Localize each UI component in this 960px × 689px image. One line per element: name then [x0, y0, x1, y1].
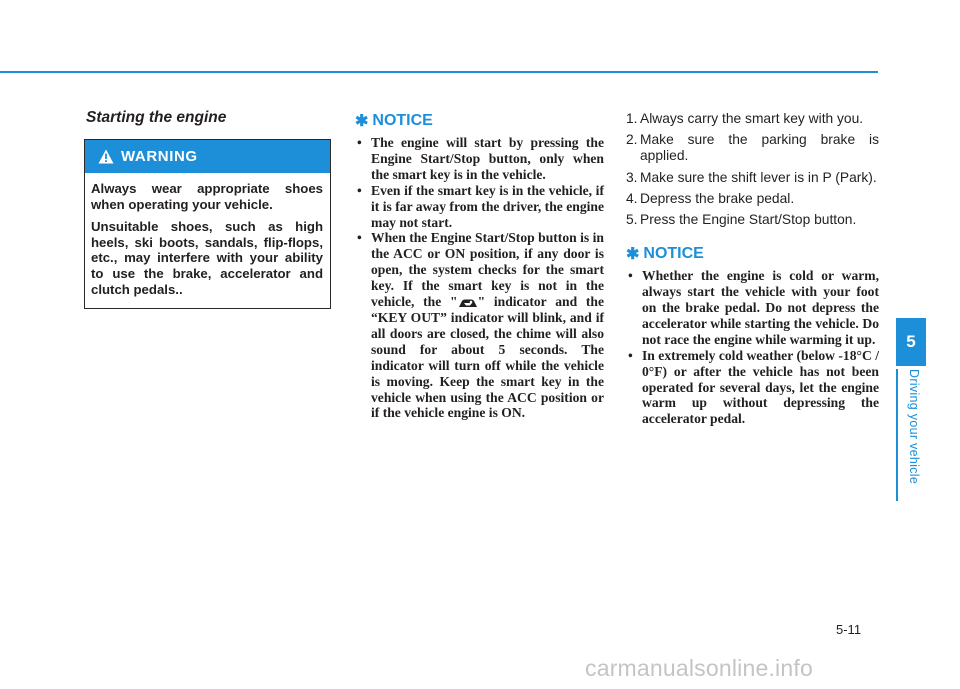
- notice-title: NOTICE: [372, 112, 433, 129]
- chapter-label: Driving your vehicle: [907, 369, 921, 485]
- step-text: Make sure the parking brake is applied.: [640, 132, 879, 164]
- notice-bullet-text: When the Engine Start/Stop button is in the ACC or ON position, if any door is open, the system checks for the smart key. If the smart key is not in the vehicle, the ": [371, 230, 604, 310]
- notice-bullet: [355, 230, 604, 421]
- step-text: Depress the brake pedal.: [640, 190, 795, 206]
- warning-body: [85, 173, 330, 297]
- notice-bullet-text: " indicator and the “KEY OUT” indicator will blink, and if all doors are closed, the chime will also sound for about 5 seconds. The indicator will turn off while the vehicle is moving. Keep the smart key in the vehicle when using the ACC position or if the vehicle engine is ON.: [371, 294, 604, 421]
- warning-label: WARNING: [121, 148, 198, 165]
- procedure-column: [626, 111, 879, 427]
- step-item: [626, 170, 879, 186]
- warning-paragraph: Always wear appropriate shoes when operating your vehicle.: [91, 181, 323, 212]
- warning-paragraph: Unsuitable shoes, such as high heels, ski boots, sandals, flip-flops, etc., may interfere with your ability to use the brake, accelerator and clutch pedals..: [91, 219, 323, 297]
- step-number: 4.: [626, 190, 638, 206]
- page-number: 5-11: [836, 622, 862, 637]
- warning-header: [85, 140, 330, 173]
- step-number: 2.: [626, 132, 638, 148]
- notice-bullet: • Even if the smart key is in the vehicle, if it is far away from the driver, the engine may not start.: [355, 183, 604, 231]
- notice-star-icon: ✱: [626, 246, 640, 264]
- watermark: carmanualsonline.info: [585, 655, 813, 681]
- chapter-divider: [896, 369, 898, 501]
- warning-triangle-icon: [98, 149, 114, 164]
- step-item: [626, 191, 879, 207]
- step-number: 3.: [626, 169, 638, 185]
- notice-bullet: • Whether the engine is cold or warm, always start the vehicle with your foot on the brake pedal. Do not depress the accelerator while starting the vehicle. Do not race the engine while warming it up.: [626, 268, 879, 348]
- step-text: Always carry the smart key with you.: [640, 111, 864, 126]
- step-text: Make sure the shift lever is in P (Park).: [640, 169, 877, 185]
- smart-key-indicator-icon: [458, 297, 478, 308]
- step-item: [626, 111, 879, 127]
- notice-bullet: • The engine will start by pressing the Engine Start/Stop button, only when the smart key is in the vehicle.: [355, 135, 604, 183]
- warning-box: [84, 139, 331, 309]
- start-steps-list: [626, 111, 879, 228]
- top-rule: [0, 71, 878, 73]
- step-number: 1.: [626, 111, 638, 126]
- notice-title: NOTICE: [643, 245, 704, 263]
- notice-column: [355, 111, 604, 421]
- notice-heading: [355, 111, 604, 131]
- section-title: Starting the engine: [86, 109, 227, 126]
- step-item: [626, 212, 879, 228]
- step-text: Press the Engine Start/Stop button.: [640, 212, 857, 228]
- step-number: 5.: [626, 212, 638, 228]
- notice-list: [355, 135, 604, 421]
- notice-heading: [626, 244, 879, 264]
- notice-star-icon: ✱: [355, 113, 369, 130]
- step-item: [626, 132, 879, 164]
- chapter-tab: 5: [896, 318, 926, 366]
- notice-list: [626, 268, 879, 427]
- notice-bullet: • In extremely cold weather (below -18°C / 0°F) or after the vehicle has not been operated for several days, let the engine warm up without depressing the accelerator pedal.: [626, 348, 879, 428]
